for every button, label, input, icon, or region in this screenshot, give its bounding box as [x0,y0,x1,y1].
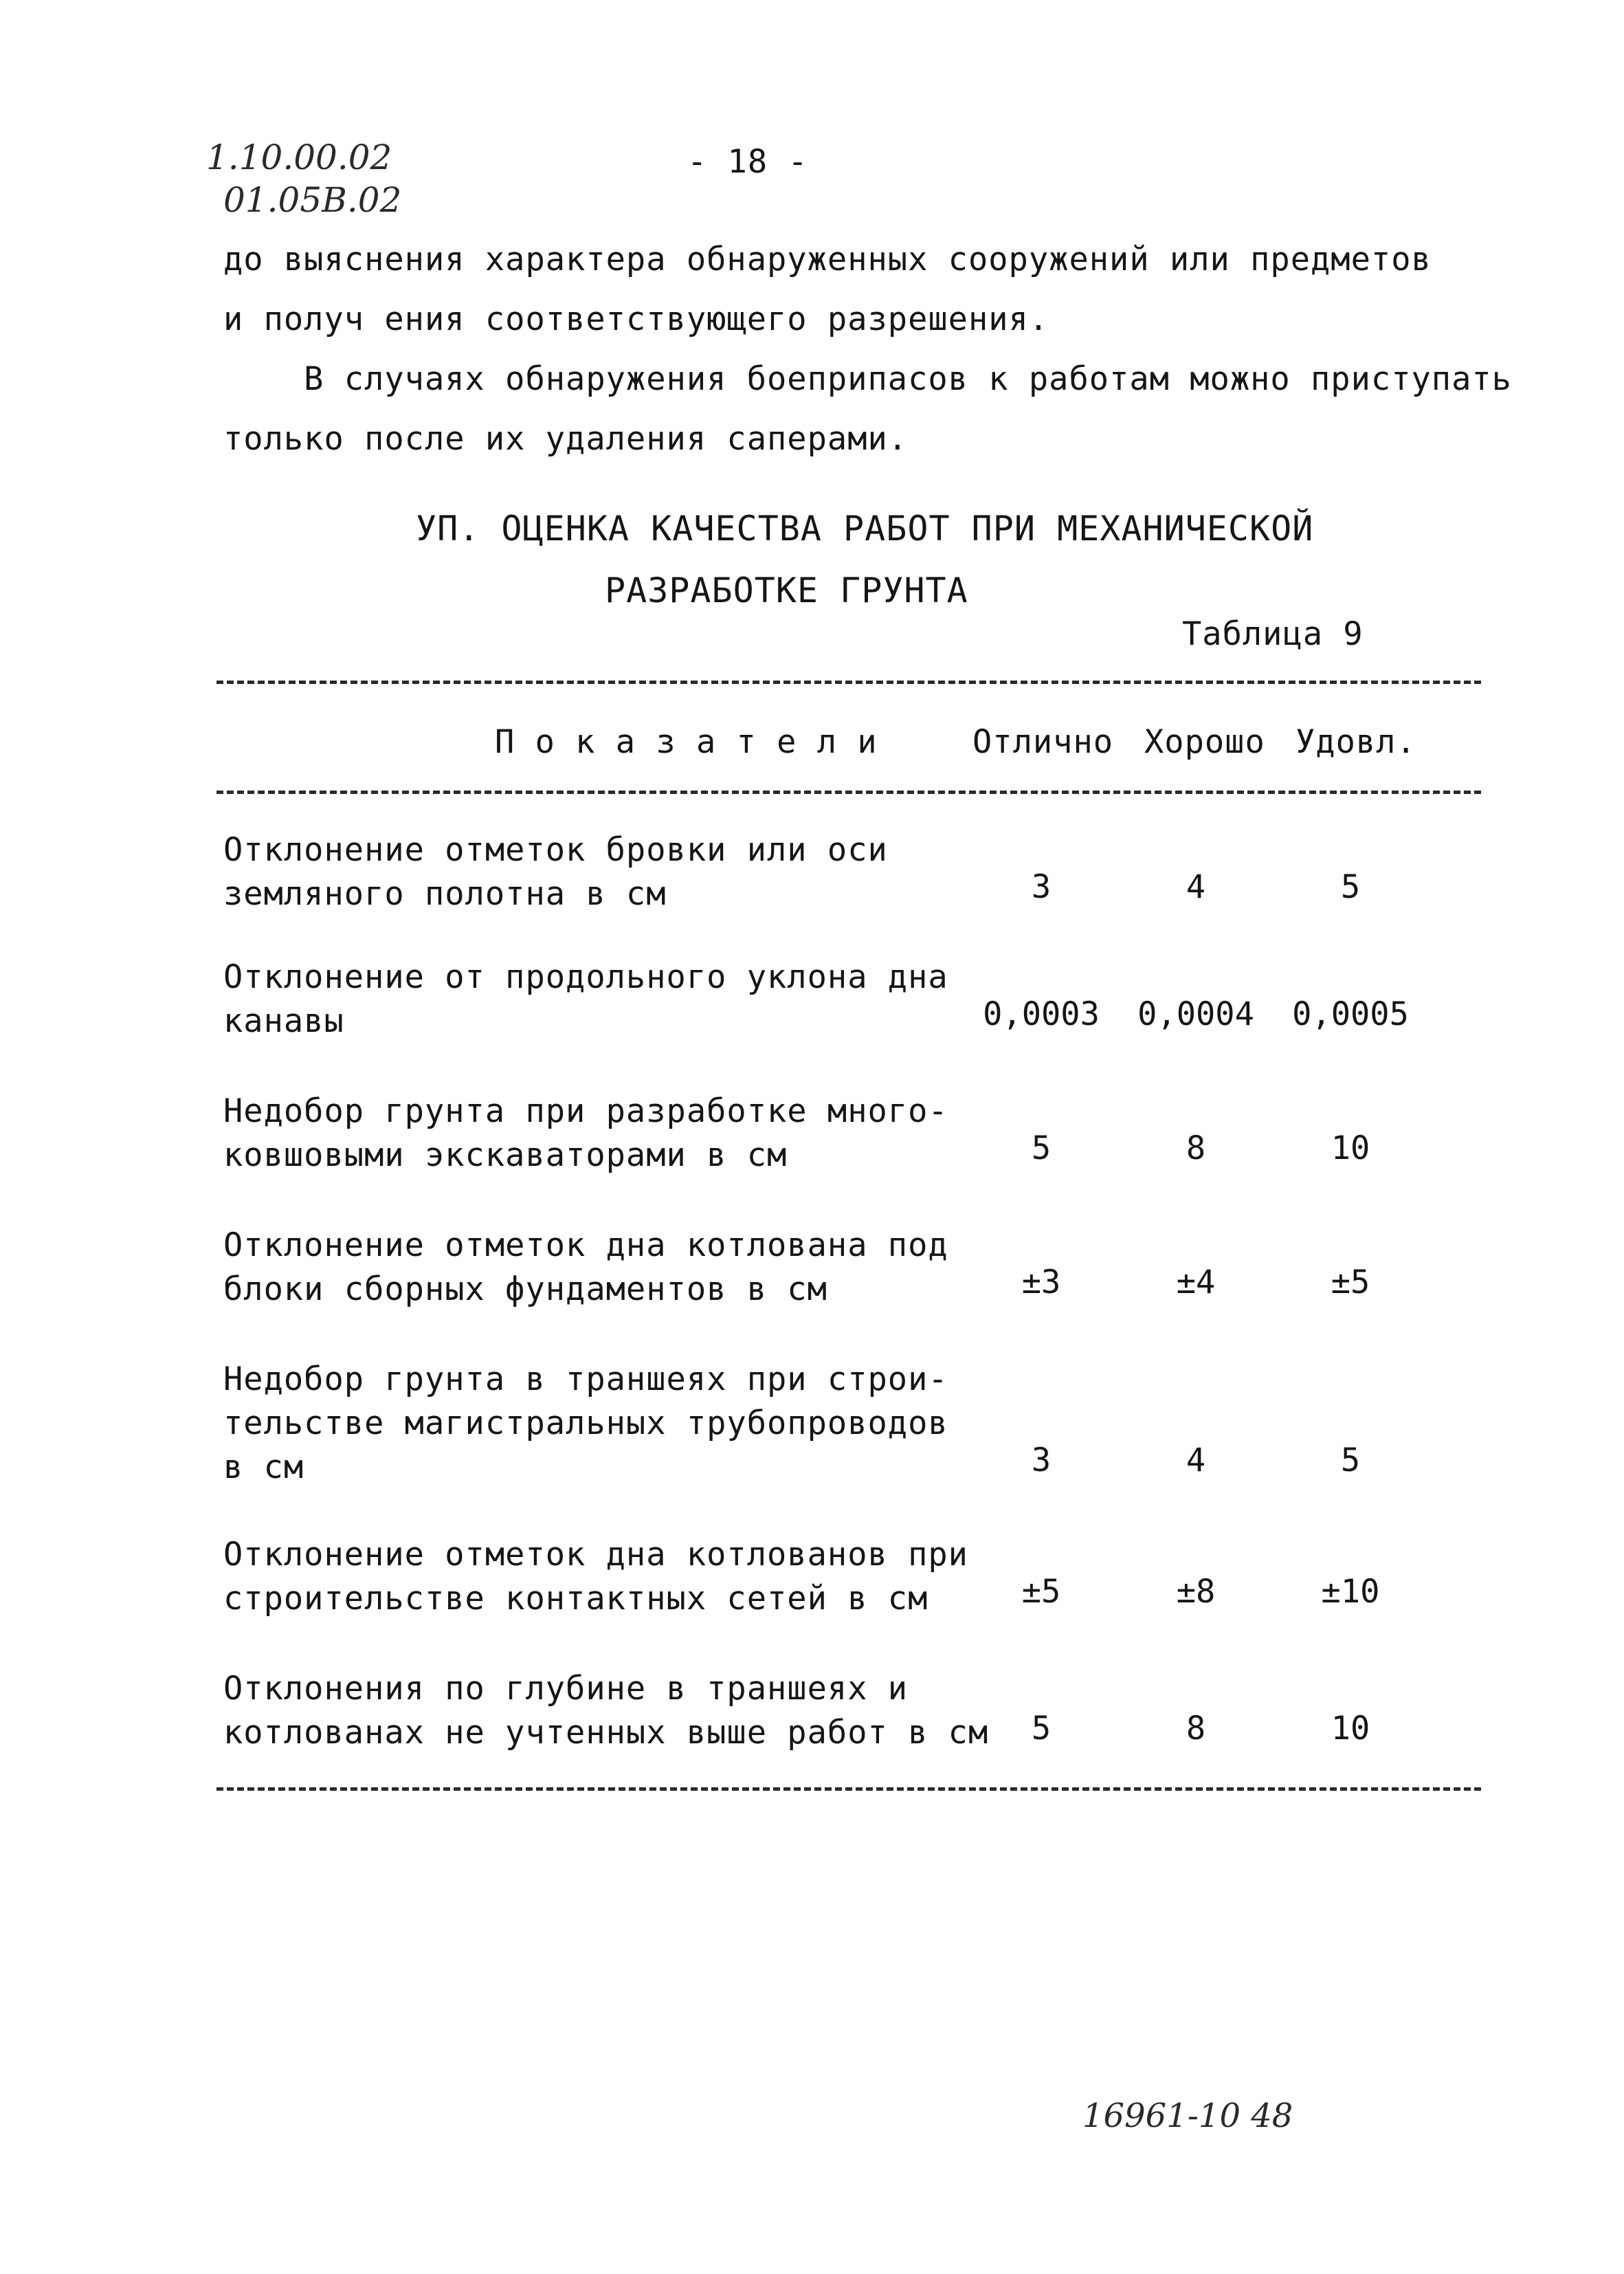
cell-excellent: 5 [1031,1710,1052,1747]
table-caption: Таблица 9 [1182,615,1364,653]
cell-good: 8 [1186,1129,1206,1167]
row-label: Недобор грунта при разработке много- ковшовыми экскаваторами в см [223,1092,948,1174]
paragraph-1-line-1: до выяснения характера обнаруженных сооружений или предметов [223,241,1432,278]
paragraph-1-line-2: и получ ения соответствующего разрешения. [223,300,1049,338]
header-indicators: П о к а з а т е л и [495,723,878,761]
cell-satisfactory: 10 [1331,1129,1370,1167]
cell-excellent: 3 [1031,1442,1052,1479]
paragraph-2-line-2: только после их удаления саперами. [223,420,909,458]
header-good: Хорошо [1144,723,1265,761]
section-title: УП. ОЦЕНКА КАЧЕСТВА РАБОТ ПРИ МЕХАНИЧЕСКОЙ [416,509,1314,549]
cell-satisfactory: ±5 [1331,1263,1370,1301]
row-label: Отклонение отметок дна котлованов при строительстве контактных сетей в см [223,1536,968,1618]
cell-excellent: ±3 [1021,1263,1061,1301]
cell-satisfactory: ±10 [1321,1573,1380,1611]
header-satisfactory: Удовл. [1295,723,1416,761]
cell-satisfactory: 10 [1331,1710,1370,1747]
cell-good: 4 [1186,868,1206,906]
cell-good: 4 [1186,1442,1206,1479]
section-title-line-2: РАЗРАБОТКЕ ГРУНТА [605,571,968,610]
cell-good: ±8 [1176,1573,1216,1611]
page-number: - 18 - [687,143,808,181]
table-bottom-rule [216,1787,1481,1791]
row-label: Отклонение отметок дна котлована под блоки сборных фундаментов в см [223,1226,948,1308]
footer-code: 16961-10 48 [1082,2097,1293,2135]
cell-good: 0,0004 [1137,995,1254,1033]
paragraph-2-line-1: В случаях обнаружения боеприпасов к работам можно приступать [223,360,1512,398]
cell-satisfactory: 0,0005 [1292,995,1409,1033]
table-top-rule [216,681,1481,684]
header-excellent: Отлично [972,723,1114,761]
cell-satisfactory: 5 [1340,868,1361,906]
doc-code-1: 1.10.00.02 [206,137,392,177]
cell-excellent: ±5 [1021,1573,1061,1611]
row-label: Отклонения по глубине в траншеях и котлованах не учтенных выше работ в см [223,1670,989,1752]
doc-code-2: 01.05В.02 [223,180,402,220]
cell-excellent: 5 [1031,1129,1052,1167]
cell-excellent: 3 [1031,868,1052,906]
table-header-rule [216,791,1481,794]
row-label: Недобор грунта в траншеях при строи- тельстве магистральных трубопроводов в см [223,1360,948,1486]
row-label: Отклонение от продольного уклона дна канавы [223,958,948,1040]
row-label: Отклонение отметок бровки или оси земляного полотна в см [223,831,888,913]
cell-satisfactory: 5 [1340,1442,1361,1479]
cell-good: 8 [1186,1710,1206,1747]
cell-good: ±4 [1176,1263,1216,1301]
cell-excellent: 0,0003 [983,995,1100,1033]
